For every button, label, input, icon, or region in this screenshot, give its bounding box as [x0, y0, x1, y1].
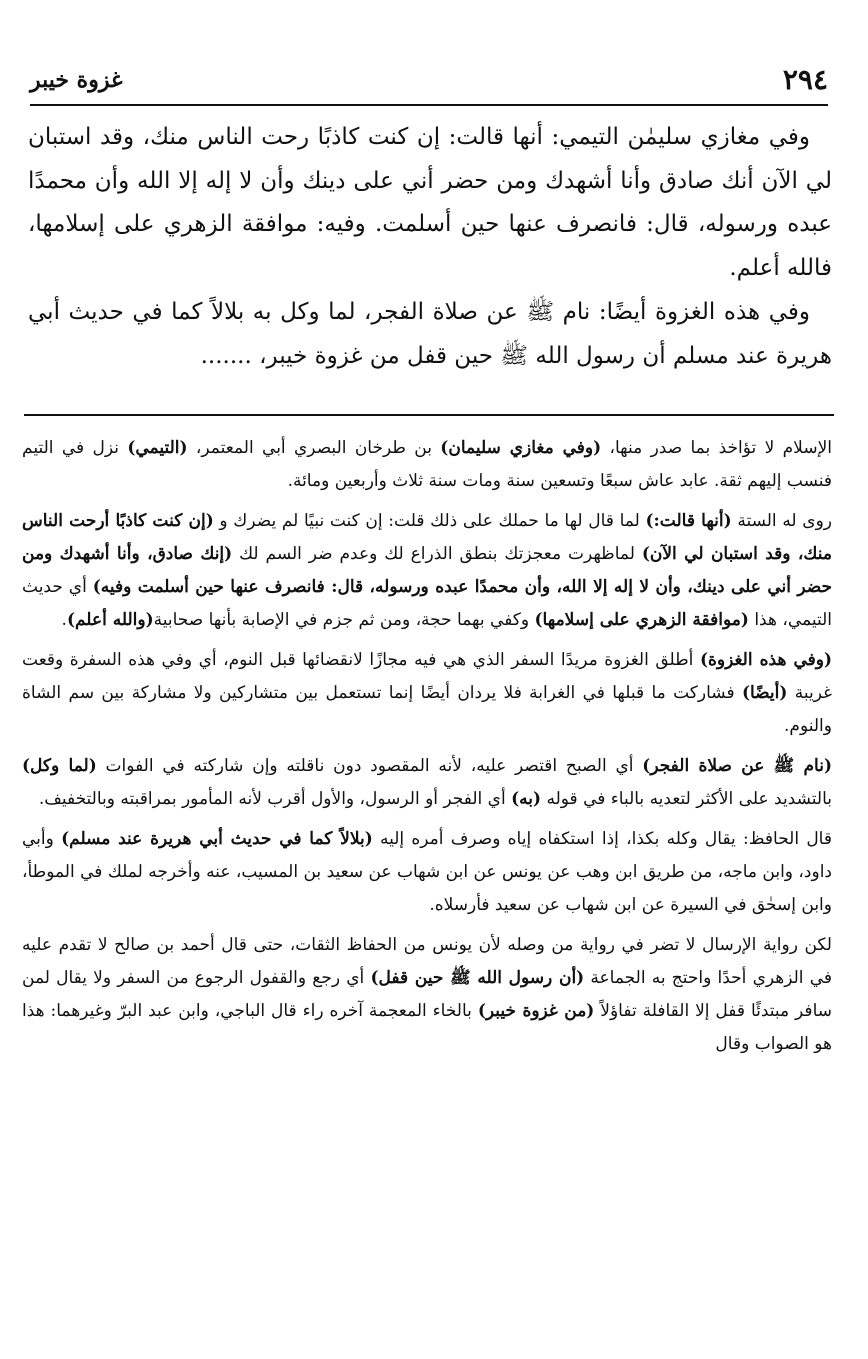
commentary-text: قال الحافظ: يقال وكله بكذا، إذا استكفاه إياه وصرف أمره إليه [372, 829, 832, 849]
quoted-phrase: (لما وكل) [22, 756, 97, 776]
quoted-phrase: (أن رسول الله ﷺ حين قفل) [370, 968, 585, 988]
quoted-phrase: (والله أعلم) [66, 610, 154, 630]
running-header [30, 60, 828, 106]
page-number: ٢٩٤ [782, 63, 828, 96]
commentary-section [22, 432, 832, 1068]
commentary-text: نزل في التيم فنسب إليهم ثقة. عابد عاش سبعًا وتسعين سنة ومات سنة ثلاث وأربعين ومائة. [22, 438, 832, 491]
main-paragraph: وفي مغازي سليمٰن التيمي: أنها قالت: إن كنت كاذبًا رحت الناس منك، وقد استبان لي الآن أنك صادق وأنا أشهدك ومن حضر أني على دينك وأن لا إله إلا الله وأن محمدًا عبده ورسوله، قال: فانصرف عنها حين أسلمت. وفيه: موافقة الزهري على إسلامها، فالله أعلم. [28, 124, 832, 281]
quoted-phrase: (أيضًا) [741, 683, 788, 703]
commentary-text: بالتشديد على الأكثر لتعديه بالباء في قوله [541, 789, 832, 809]
commentary-paragraph [22, 929, 832, 1061]
commentary-text: لما قال لها ما حملك على ذلك قلت: إن كنت نبيًا لم يضرك و [213, 511, 646, 531]
quoted-phrase: (التيمي) [127, 438, 188, 458]
commentary-text: لماظهرت معجزتك بنطق الذراع لك وعدم ضر السم لك [232, 544, 642, 564]
main-paragraph: وفي هذه الغزوة أيضًا: نام ﷺ عن صلاة الفجر، لما وكل به بلالاً كما في حديث أبي هريرة عند مسلم أن رسول الله ﷺ حين قفل من غزوة خيبر، ....... [28, 299, 832, 369]
commentary-text: فشاركت ما قبلها في الغرابة فلا يردان أيضًا إنما تستعمل بين متشاركين ولا مشاركة بين سم الشاة والنوم. [22, 683, 832, 736]
commentary-paragraph [22, 432, 832, 498]
quoted-phrase: (إنك صادق، وأنا أشهدك ومن حضر أني على دينك، وأن لا إله إلا الله، وأن محمدًا عبده ورسوله، قال: فانصرف عنها حين أسلمت وفيه) [22, 544, 832, 597]
quoted-phrase: (نام ﷺ عن صلاة الفجر) [642, 756, 832, 776]
quoted-phrase: (إن كنت كاذبًا أرحت الناس منك، وقد استبان لي الآن) [22, 511, 832, 564]
quoted-phrase: (بلالاً كما في حديث أبي هريرة عند مسلم) [61, 829, 373, 849]
commentary-paragraph [22, 505, 832, 637]
main-text [28, 116, 832, 378]
commentary-text: الإسلام لا تؤاخذ بما صدر منها، [601, 438, 832, 458]
commentary-text: أي رجع والقفول الرجوع من السفر ولا يقال لمن سافر مبتدئًا قفل إلا القافلة تفاؤلاً [22, 968, 832, 1021]
commentary-text: لكن رواية الإرسال لا تضر في رواية من وصله لأن يونس من الحفاظ الثقات، حتى قال أحمد بن صالح لا تقدم عليه في الزهري أحدًا واحتج به الجماعة [22, 935, 832, 988]
commentary-text: بن طرخان البصري أبي المعتمر، [187, 438, 441, 458]
running-title: غزوة خيبر [30, 67, 123, 93]
commentary-paragraph [22, 750, 832, 816]
commentary-text: أي حديث التيمي، هذا [22, 577, 832, 630]
commentary-text: وكفي بهما حجة، ومن ثم جزم في الإصابة بأنها صحابية [153, 610, 535, 630]
commentary-text: . [61, 610, 67, 630]
text-separator-line [24, 414, 834, 416]
commentary-text: وأبي داود، وابن ماجه، من طريق ابن وهب عن يونس عن ابن شهاب عن سعيد بن المسيب، عنه وأخرجه لملك في الموطأ، وابن إسحٰق في السيرة عن ابن شهاب عن سعيد فأرسلاه. [22, 829, 832, 915]
quoted-phrase: (من غزوة خيبر) [477, 1001, 595, 1021]
quoted-phrase: (وفي هذه الغزوة) [699, 650, 832, 670]
commentary-text: أي الفجر أو الرسول، والأول أقرب لأنه المأمور بمراقبته وبالتخفيف. [38, 789, 512, 809]
quoted-phrase: (أنها قالت:) [645, 511, 732, 531]
quoted-phrase: (وفي مغازي سليمان) [440, 438, 602, 458]
commentary-text: أي الصبح اقتصر عليه، لأنه المقصود دون ناقلته وإن شاركته في الفوات [96, 756, 643, 776]
commentary-paragraph [22, 823, 832, 922]
quoted-phrase: (به) [511, 789, 542, 809]
commentary-text: أطلق الغزوة مريدًا السفر الذي هي فيه مجازًا لانقضائها قبل النوم، أي وفي هذه السفرة وقعت غريبة [22, 650, 833, 703]
commentary-text: بالخاء المعجمة آخره راء قال الباجي، وابن عبد البرّ وغيرهما: هذا هو الصواب وقال [22, 1001, 832, 1054]
commentary-text: روى له الستة [731, 511, 833, 531]
commentary-paragraph [22, 644, 832, 743]
quoted-phrase: (موافقة الزهري على إسلامها) [534, 610, 749, 630]
